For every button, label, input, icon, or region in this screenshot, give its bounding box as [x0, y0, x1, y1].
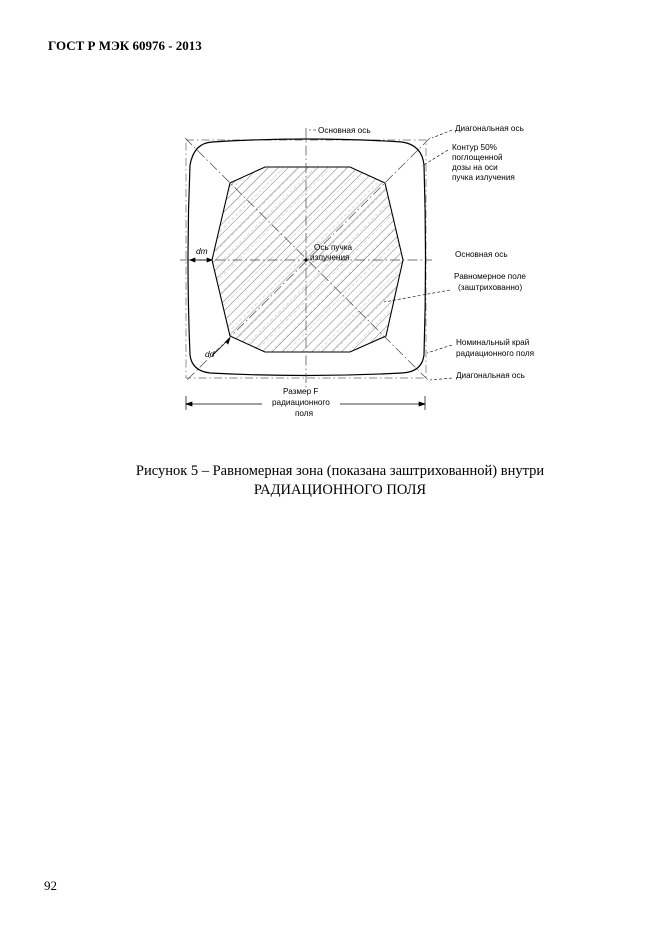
label-diagonal-axis-top: Диагональная ось — [455, 124, 524, 133]
label-contour-50-line4: пучка излучения — [452, 173, 515, 182]
label-main-axis-top: Основная ось — [318, 126, 371, 135]
label-main-axis-right: Основная ось — [455, 250, 508, 259]
label-dm: dm — [196, 246, 208, 256]
document-header: ГОСТ Р МЭК 60976 - 2013 — [48, 38, 202, 53]
figure-caption — [60, 462, 620, 500]
label-contour-50-line3: дозы на оси — [452, 163, 498, 172]
label-contour-50-line2: поглощенной — [452, 153, 503, 162]
label-field-size-line3: поля — [295, 409, 314, 418]
label-field-size-line1: Размер F — [283, 387, 319, 396]
beam-axis-point — [304, 258, 307, 261]
label-field-size-line2: радиационного — [272, 398, 330, 407]
page-number: 92 — [44, 878, 57, 893]
dd-marker — [212, 338, 230, 356]
label-beam-axis-line2: излучения — [310, 253, 350, 262]
label-diagonal-axis-bottom: Диагональная ось — [456, 371, 525, 380]
dm-marker — [190, 258, 212, 262]
label-nominal-edge-line2: радиационного поля — [456, 349, 535, 358]
figure-caption-line2: РАДИАЦИОННОГО ПОЛЯ — [253, 482, 427, 498]
label-beam-axis-line1: Ось пучка — [314, 243, 353, 252]
label-uniform-field-line1: Равномерное поле — [454, 272, 526, 281]
label-uniform-field-line2: (заштрихованно) — [458, 283, 523, 292]
label-dd: dd — [205, 349, 215, 359]
label-contour-50-line1: Контур 50% — [452, 143, 497, 152]
figure-caption-line1: Рисунок 5 – Равномерная зона (показана заштрихованной) внутри — [135, 463, 545, 479]
label-nominal-edge-line1: Номинальный край — [456, 338, 530, 347]
